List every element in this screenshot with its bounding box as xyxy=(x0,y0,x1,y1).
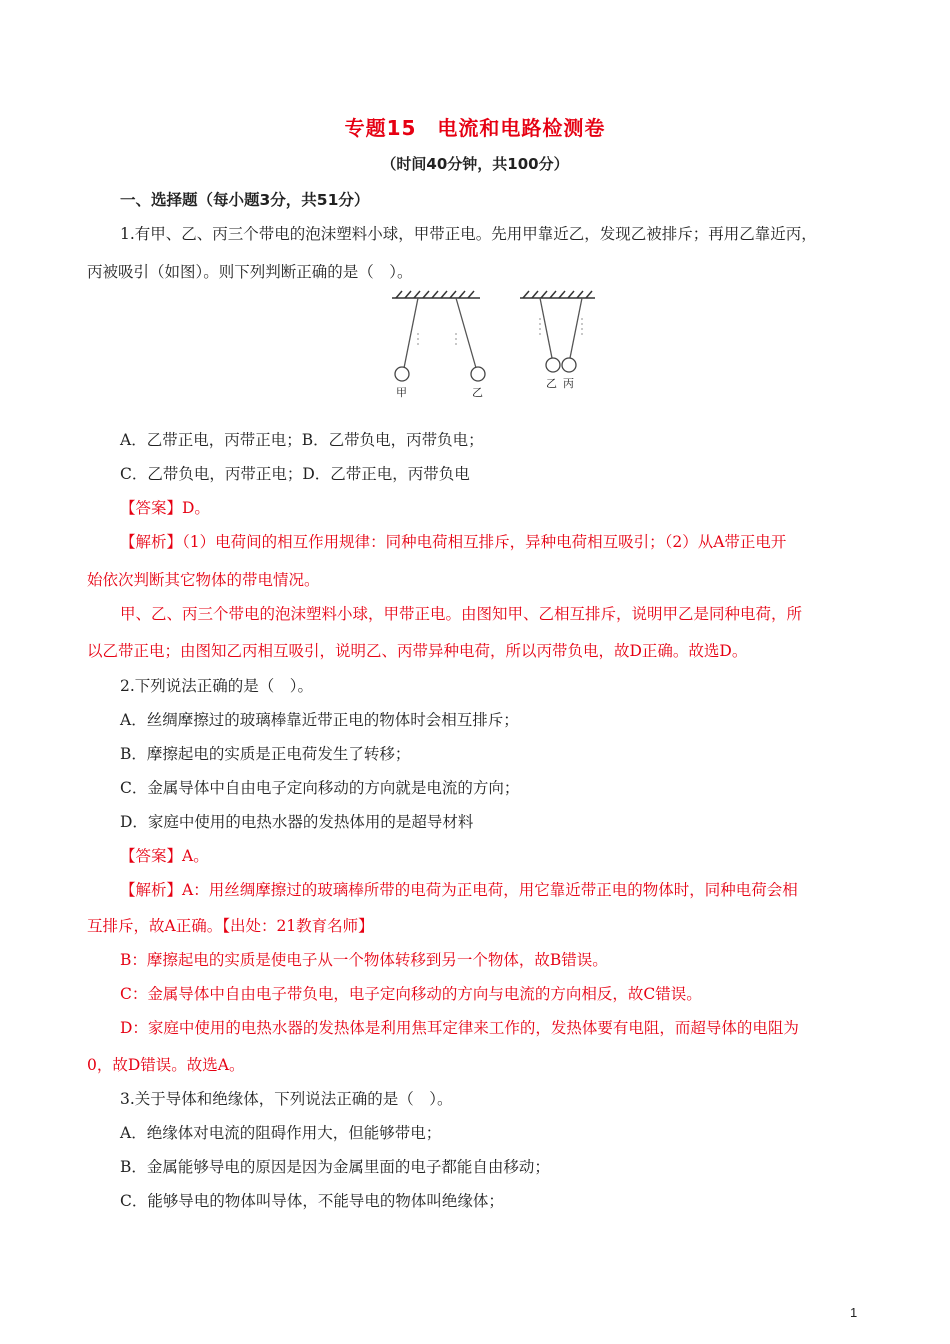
q2-analysis-line2: 互排斥，故A正确。【出处：21教育名师】 xyxy=(87,917,374,935)
section-heading: 一、选择题（每小题3分，共51分） xyxy=(120,191,370,209)
q2-analysis-c: C：金属导体中自由电子带负电，电子定向移动的方向与电流的方向相反，故C错误。 xyxy=(120,985,702,1003)
q2-analysis-d1: D：家庭中使用的电热水器的发热体是利用焦耳定律来工作的，发热体要有电阻，而超导体的电阻为 xyxy=(120,1019,799,1037)
ball-jia-left xyxy=(395,367,409,381)
pendulum-figure xyxy=(380,288,610,408)
label-yi-left: 乙 xyxy=(472,386,483,399)
q1-stem-line1: 1.有甲、乙、丙三个带电的泡沫塑料小球，甲带正电。先用甲靠近乙，发现乙被排斥；再用乙靠近丙， xyxy=(120,225,817,243)
right-ceiling xyxy=(520,291,595,298)
q1-options-line2: C．乙带负电，丙带正电；D．乙带正电，丙带负电 xyxy=(120,465,470,483)
ball-yi-right xyxy=(546,358,560,372)
q2-option-d: D．家庭中使用的电热水器的发热体用的是超导材料 xyxy=(120,813,474,831)
q3-stem: 3.关于导体和绝缘体，下列说法正确的是（ ）。 xyxy=(120,1090,453,1108)
label-yi-right: 乙 xyxy=(546,377,557,390)
q3-option-a: A．绝缘体对电流的阻碍作用大，但能够带电； xyxy=(120,1124,442,1142)
q3-option-b: B．金属能够导电的原因是因为金属里面的电子都能自由移动； xyxy=(120,1158,550,1176)
left-threads xyxy=(404,298,476,368)
q1-stem-line2: 丙被吸引（如图）。则下列判断正确的是（ ）。 xyxy=(87,263,413,281)
q1-analysis-line3: 甲、乙、丙三个带电的泡沫塑料小球，甲带正电。由图知甲、乙相互排斥，说明甲乙是同种电荷，所 xyxy=(120,605,803,623)
q2-option-b: B．摩擦起电的实质是正电荷发生了转移； xyxy=(120,745,411,763)
q2-option-c: C．金属导体中自由电子定向移动的方向就是电流的方向； xyxy=(120,779,520,797)
q1-analysis-line4: 以乙带正电；由图知乙丙相互吸引，说明乙、丙带异种电荷，所以丙带负电，故D正确。故选D。 xyxy=(87,642,748,660)
q2-answer: 【答案】A。 xyxy=(120,847,209,865)
page-title: 专题15 电流和电路检测卷 xyxy=(344,116,606,140)
label-jia: 甲 xyxy=(396,386,407,399)
label-bing: 丙 xyxy=(563,377,574,390)
q1-answer: 【答案】D。 xyxy=(120,499,210,517)
right-threads xyxy=(540,298,582,358)
q2-analysis-d2: 0，故D错误。故选A。 xyxy=(87,1056,245,1074)
page-number: 1 xyxy=(850,1305,858,1320)
q3-option-c: C．能够导电的物体叫导体，不能导电的物体叫绝缘体； xyxy=(120,1192,504,1210)
q1-options-line1: A．乙带正电，丙带正电；B．乙带负电，丙带负电； xyxy=(120,431,484,449)
q1-analysis-line1: 【解析】（1）电荷间的相互作用规律：同种电荷相互排斥，异种电荷相互吸引；（2）从A带正电开 xyxy=(120,533,787,551)
page-subtitle: （时间40分钟，共100分） xyxy=(381,155,569,173)
q2-analysis-b: B：摩擦起电的实质是使电子从一个物体转移到另一个物体，故B错误。 xyxy=(120,951,608,969)
q2-analysis-line1: 【解析】A：用丝绸摩擦过的玻璃棒所带的电荷为正电荷，用它靠近带正电的物体时，同种电荷会相 xyxy=(120,881,798,899)
ball-yi-left xyxy=(471,367,485,381)
q1-analysis-line2: 始依次判断其它物体的带电情况。 xyxy=(87,571,320,589)
q2-option-a: A．丝绸摩擦过的玻璃棒靠近带正电的物体时会相互排斥； xyxy=(120,711,519,729)
left-ceiling xyxy=(392,291,480,298)
ball-bing xyxy=(562,358,576,372)
q2-stem: 2.下列说法正确的是（ ）。 xyxy=(120,677,314,695)
